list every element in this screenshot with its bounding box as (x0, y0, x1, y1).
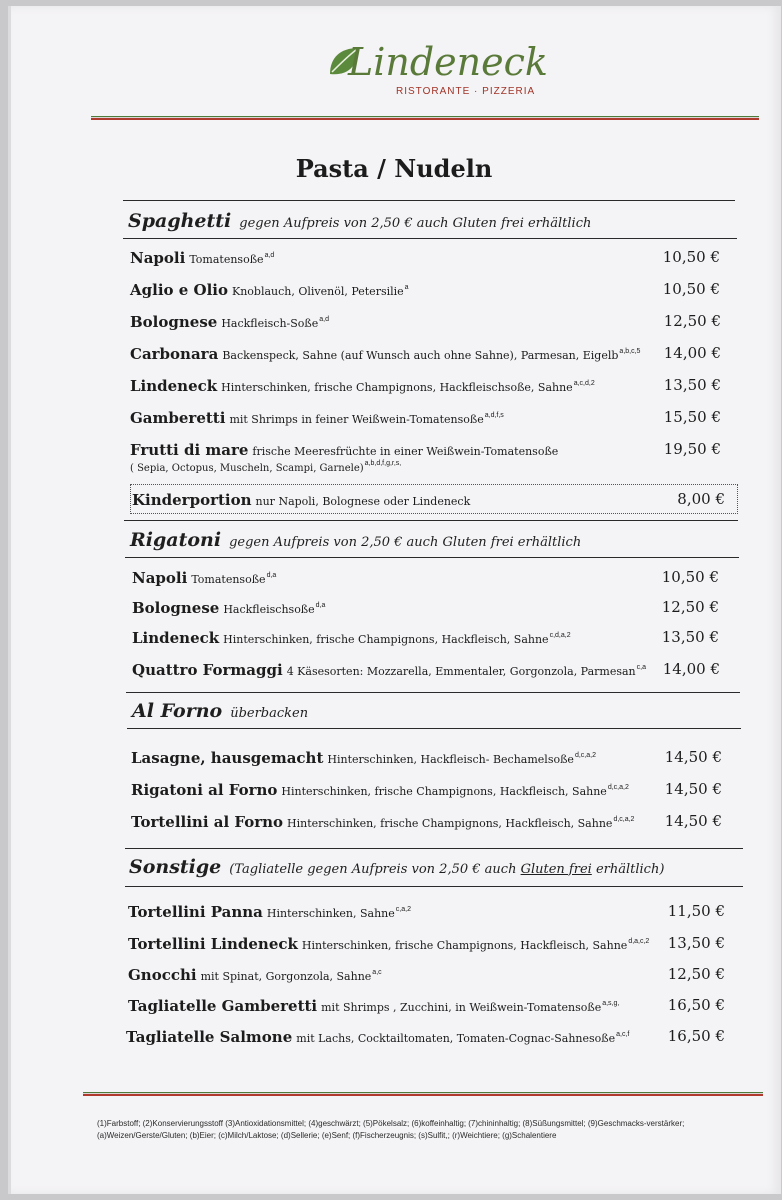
bottom-tricolor-rule (83, 1092, 763, 1097)
item-price: 10,50 € (661, 568, 719, 586)
item-price: 13,50 € (663, 376, 721, 394)
item-desc: Tomatensoße (191, 573, 266, 586)
item-price: 14,50 € (664, 748, 722, 766)
allergen-codes: a,c,d,2 (573, 380, 595, 387)
menu-item (130, 248, 274, 267)
item-price: 16,50 € (667, 1027, 725, 1045)
item-desc: mit Shrimps in feiner Weißwein-Tomatensoße (229, 413, 484, 426)
section-note: gegen Aufpreis von 2,50 € auch Gluten frei erhältlich (239, 216, 592, 231)
item-name: Tortellini al Forno (131, 813, 284, 831)
section-rule (123, 238, 737, 239)
item-name: Aglio e Olio (130, 281, 228, 299)
logo-wordmark: Lindeneck (348, 40, 548, 84)
item-name: Bolognese (132, 599, 220, 617)
allergen-codes: a,d,f,s (484, 412, 504, 419)
section-name: Al Forno (132, 700, 223, 722)
allergen-codes: a,b,d,f,g,r,s, (364, 460, 402, 467)
menu-item (128, 934, 649, 953)
section-header-rigatoni (130, 529, 581, 551)
allergen-codes: a,d (319, 316, 330, 323)
item-price: 10,50 € (662, 248, 720, 266)
menu-item (132, 568, 276, 587)
item-desc: Hackfleischsoße (223, 603, 315, 616)
item-price: 13,50 € (667, 934, 725, 952)
item-desc: Hinterschinken, frische Champignons, Hackfleisch, Sahne (301, 939, 628, 952)
item-price: 8,00 € (677, 490, 725, 508)
section-rule (125, 557, 739, 558)
section-rule (127, 728, 741, 729)
item-price: 14,50 € (664, 780, 722, 798)
menu-item (132, 598, 325, 617)
section-rule (125, 886, 743, 887)
allergen-codes: d,a (315, 602, 326, 609)
item-desc: frische Meeresfrüchte in einer Weißwein-Tomatensoße (252, 445, 559, 458)
section-rule (123, 200, 735, 201)
menu-item (130, 280, 409, 299)
allergen-codes: d,c,a,2 (607, 784, 629, 791)
menu-item (132, 628, 571, 647)
allergen-codes: d,a,c,2 (628, 938, 650, 945)
menu-item (130, 408, 504, 427)
item-desc: Tomatensoße (189, 253, 264, 266)
item-price: 10,50 € (662, 280, 720, 298)
item-desc: mit Spinat, Gorgonzola, Sahne (200, 970, 372, 983)
item-price: 11,50 € (667, 902, 725, 920)
section-rule (125, 848, 743, 849)
item-price: 16,50 € (667, 996, 725, 1014)
item-price: 14,50 € (664, 812, 722, 830)
restaurant-logo (326, 34, 546, 104)
item-desc: mit Shrimps , Zucchini, in Weißwein-Tomatensoße (321, 1001, 602, 1014)
menu-item (132, 490, 470, 509)
section-note: überbacken (230, 706, 309, 721)
allergen-codes: a,d (264, 252, 275, 259)
item-price: 19,50 € (663, 440, 721, 458)
item-name: Gnocchi (128, 966, 197, 984)
menu-item (128, 996, 619, 1015)
item-desc: Hinterschinken, frische Champignons, Hackfleischsoße, Sahne (221, 381, 573, 394)
item-desc: Hinterschinken, Hackfleisch- Bechamelsoße (327, 753, 574, 766)
section-name: Sonstige (129, 856, 222, 878)
allergen-codes: d,c,a,2 (613, 816, 635, 823)
section-name: Spaghetti (128, 210, 232, 232)
item-name: Rigatoni al Forno (131, 781, 278, 799)
menu-item (132, 660, 646, 679)
item-name: Tortellini Panna (128, 903, 263, 921)
item-desc: Knoblauch, Olivenöl, Petersilie (231, 285, 404, 298)
section-header-spaghetti (128, 210, 591, 232)
item-price: 12,50 € (663, 312, 721, 330)
section-header-al-forno (132, 700, 308, 722)
allergen-codes: a,b,c,5 (619, 348, 641, 355)
section-header-sonstige (129, 856, 664, 878)
section-rule (124, 520, 738, 521)
allergen-codes: a,s,g, (602, 1000, 620, 1007)
item-name: Tagliatelle Salmone (126, 1028, 293, 1046)
item-price: 12,50 € (661, 598, 719, 616)
item-name: Bolognese (130, 313, 218, 331)
item-name: Lindeneck (132, 629, 220, 647)
item-desc: Hinterschinken, frische Champignons, Hackfleisch, Sahne (287, 817, 613, 830)
menu-item (130, 312, 329, 331)
section-name: Rigatoni (130, 529, 222, 551)
section-note: (Tagliatelle gegen Aufpreis von 2,50 € auch (229, 862, 517, 877)
section-note: gegen Aufpreis von 2,50 € auch Gluten frei erhältlich (229, 535, 582, 550)
item-desc: mit Lachs, Cocktailtomaten, Tomaten-Cognac-Sahnesoße (296, 1032, 616, 1045)
allergen-footnote: (1)Farbstoff; (2)Konservierungsstoff (3)Antioxidationsmittel; (4)geschwärzt; (5)Pökelsalz; (6)koffeinhaltig; (7)chininhaltig; (8)Süßungsmittel; (9)Geschmacks-verstärker; (a)Weizen/Gerste/Gluten; (b)Eier; (c)Milch/Laktose; (d)Sellerie; (e)Senf; (f)Fischerzeugnis; (s)Sulfit,; (r)Weichtiere; (g)Schalentiere (97, 1119, 685, 1140)
menu-item (131, 812, 634, 831)
item-name: Gamberetti (130, 409, 226, 427)
item-desc: Hinterschinken, Sahne (266, 907, 395, 920)
item-price: 14,00 € (663, 344, 721, 362)
allergen-codes: c,d,a,2 (549, 632, 571, 639)
menu-item (130, 440, 558, 474)
item-name: Quattro Formaggi (132, 661, 283, 679)
section-note-underlined: Gluten frei (520, 862, 592, 877)
item-name: Frutti di mare (130, 441, 249, 459)
item-desc-secondary: ( Sepia, Octopus, Muscheln, Scampi, Garnele) (130, 463, 364, 474)
menu-item (128, 902, 411, 921)
item-price: 13,50 € (661, 628, 719, 646)
item-name: Napoli (130, 249, 186, 267)
item-desc: Hinterschinken, frische Champignons, Hackfleisch, Sahne (281, 785, 607, 798)
menu-item (130, 376, 595, 395)
item-price: 12,50 € (667, 965, 725, 983)
menu-item (131, 748, 596, 767)
page-title: Pasta / Nudeln (295, 154, 493, 183)
item-name: Tagliatelle Gamberetti (128, 997, 318, 1015)
item-name: Carbonara (130, 345, 219, 363)
allergen-codes: c,a (636, 664, 646, 671)
item-price: 14,00 € (662, 660, 720, 678)
menu-item (131, 780, 629, 799)
menu-item (130, 344, 640, 363)
item-name: Lasagne, hausgemacht (131, 749, 324, 767)
allergen-codes: a,c,f (616, 1031, 630, 1038)
section-rule (126, 692, 740, 693)
item-name: Napoli (132, 569, 188, 587)
menu-item (126, 1027, 629, 1046)
item-name: Kinderportion (132, 491, 252, 509)
item-desc: 4 Käsesorten: Mozzarella, Emmentaler, Gorgonzola, Parmesan (286, 665, 636, 678)
allergen-codes: c,a,2 (395, 906, 411, 913)
section-note-end: erhältlich) (595, 862, 665, 877)
allergen-codes: a (404, 284, 409, 291)
allergen-codes: d,c,a,2 (574, 752, 596, 759)
logo-subtitle: RISTORANTE · PIZZERIA (396, 86, 536, 97)
item-desc: Hinterschinken, frische Champignons, Hackfleisch, Sahne (223, 633, 549, 646)
item-price: 15,50 € (663, 408, 721, 426)
item-name: Lindeneck (130, 377, 218, 395)
menu-item (128, 965, 382, 984)
allergen-codes: a,c (372, 969, 382, 976)
item-desc: nur Napoli, Bolognese oder Lindeneck (255, 495, 471, 508)
allergen-codes: d,a (266, 572, 277, 579)
top-tricolor-rule (91, 116, 759, 121)
item-desc: Hackfleisch-Soße (221, 317, 319, 330)
menu-sheet (8, 6, 781, 1194)
item-name: Tortellini Lindeneck (128, 935, 298, 953)
item-desc: Backenspeck, Sahne (auf Wunsch auch ohne Sahne), Parmesan, Eigelb (222, 349, 619, 362)
